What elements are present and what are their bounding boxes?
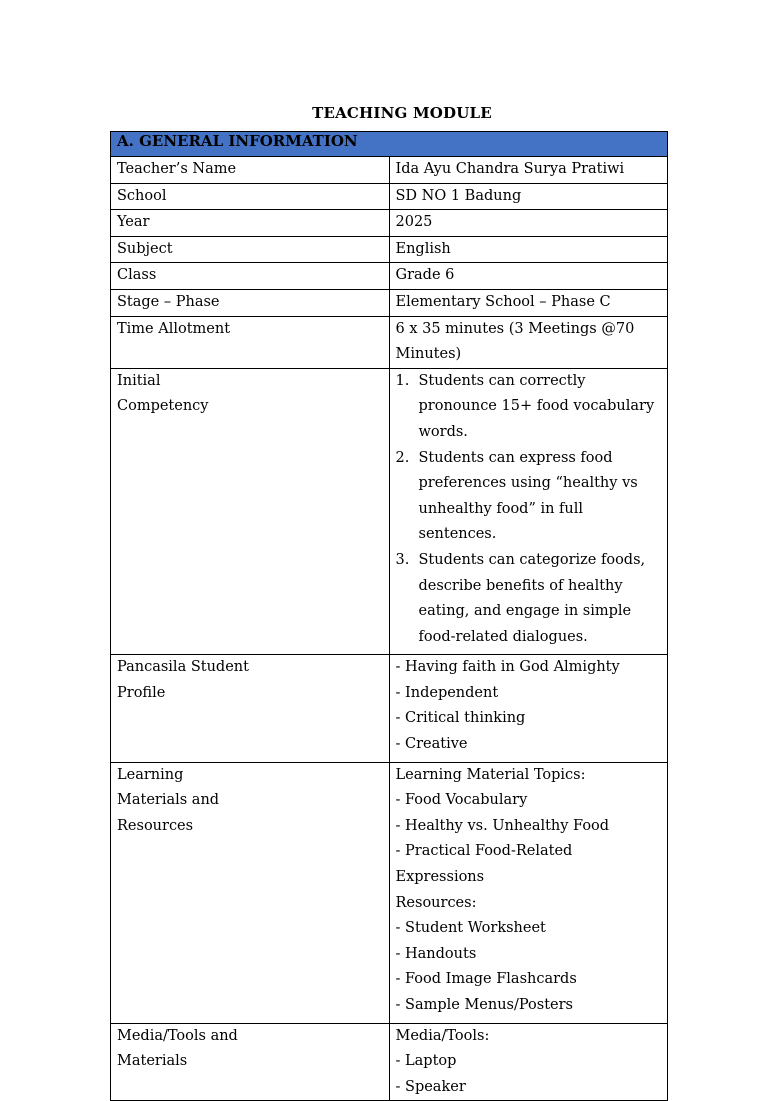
- label-line: Initial: [117, 372, 161, 389]
- list-item: - Critical thinking: [395, 710, 526, 727]
- list-item: [396, 446, 662, 548]
- label-line: Profile: [117, 684, 166, 701]
- section-header-row: [111, 132, 668, 157]
- list-item: - Food Vocabulary: [395, 792, 528, 809]
- pancasila-profile-label: [111, 655, 390, 762]
- list-text: Students can correctly pronounce 15+ food vocabulary words.: [418, 372, 655, 440]
- topics-heading: Learning Material Topics:: [395, 766, 586, 783]
- year-value: 2025: [389, 210, 668, 237]
- table-row: [111, 236, 668, 263]
- school-value: SD NO 1 Badung: [389, 183, 668, 210]
- list-text: Students can categorize foods, describe benefits of healthy eating, and engage in simple food-related dialogues.: [418, 551, 646, 645]
- list-item: - Creative: [395, 736, 468, 753]
- table-row: [111, 762, 668, 1023]
- list-number: 2.: [395, 449, 410, 466]
- table-row: [111, 316, 668, 368]
- school-label: School: [111, 183, 390, 210]
- label-line: Media/Tools and: [117, 1027, 238, 1044]
- label-line: Resources: [117, 817, 194, 834]
- label-line: Materials: [117, 1053, 188, 1070]
- list-item: [396, 548, 662, 650]
- media-tools-label: [111, 1023, 390, 1101]
- list-item: - Having faith in God Almighty: [395, 659, 620, 676]
- table-row: [111, 289, 668, 316]
- time-allotment-label: Time Allotment: [111, 316, 390, 368]
- stage-phase-value: Elementary School – Phase C: [389, 289, 668, 316]
- time-allotment-value: 6 x 35 minutes (3 Meetings @70 Minutes): [389, 316, 668, 368]
- list-item: - Independent: [395, 684, 499, 701]
- list-number: 1.: [395, 372, 410, 389]
- media-heading: Media/Tools:: [395, 1027, 490, 1044]
- label-line: Learning: [117, 766, 184, 783]
- list-item: - Laptop: [395, 1053, 457, 1070]
- page-title: TEACHING MODULE: [312, 104, 492, 122]
- list-item: - Sample Menus/Posters: [395, 997, 573, 1013]
- media-tools-value: [389, 1023, 668, 1101]
- label-line: Competency: [117, 398, 209, 415]
- list-item: - Food Image Flashcards: [395, 971, 577, 988]
- learning-materials-value: [389, 762, 668, 1023]
- list-item: - Speaker: [395, 1078, 466, 1095]
- table-row: [111, 263, 668, 290]
- label-line: Pancasila Student: [117, 659, 249, 676]
- learning-materials-label: [111, 762, 390, 1023]
- stage-phase-label: Stage – Phase: [111, 289, 390, 316]
- table-row: [111, 368, 668, 655]
- table-row: [111, 183, 668, 210]
- list-text: Students can express food preferences using “healthy vs unhealthy food” in full sentences.: [418, 449, 638, 543]
- list-item: [396, 369, 662, 446]
- teacher-name-value: Ida Ayu Chandra Surya Pratiwi: [389, 157, 668, 184]
- list-item: - Practical Food-Related Expressions: [395, 843, 573, 886]
- subject-value: English: [389, 236, 668, 263]
- class-label: Class: [111, 263, 390, 290]
- initial-competency-label: [111, 368, 390, 655]
- competency-list: [396, 369, 662, 651]
- year-label: Year: [111, 210, 390, 237]
- pancasila-profile-value: [389, 655, 668, 762]
- table-row: [111, 1023, 668, 1101]
- initial-competency-value: [389, 368, 668, 655]
- resources-heading: Resources:: [395, 894, 477, 911]
- list-item: - Student Worksheet: [395, 920, 546, 937]
- class-value: Grade 6: [389, 263, 668, 290]
- list-number: 3.: [395, 551, 410, 568]
- teacher-name-label: Teacher’s Name: [111, 157, 390, 184]
- list-item: - Healthy vs. Unhealthy Food: [395, 817, 610, 834]
- section-heading: A. GENERAL INFORMATION: [111, 132, 668, 157]
- table-row: [111, 655, 668, 762]
- table-row: [111, 157, 668, 184]
- label-line: Materials and: [117, 792, 220, 809]
- table-row: [111, 210, 668, 237]
- general-information-table: [110, 131, 668, 1101]
- list-item: - Handouts: [395, 945, 477, 962]
- subject-label: Subject: [111, 236, 390, 263]
